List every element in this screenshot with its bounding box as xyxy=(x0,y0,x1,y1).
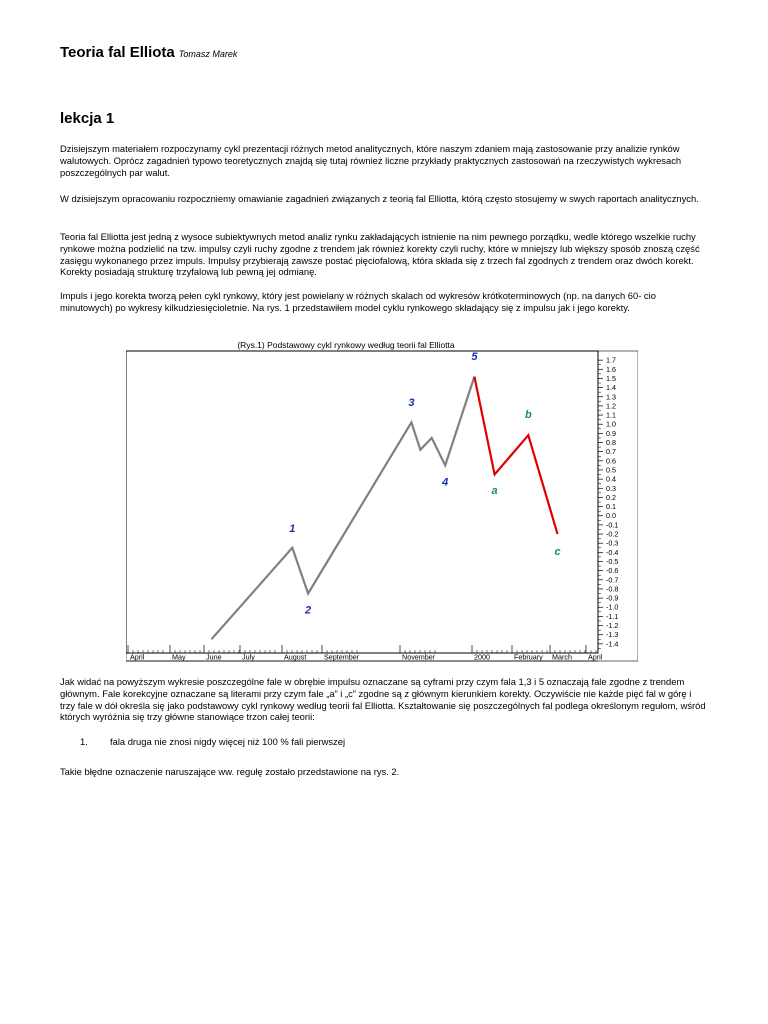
paragraph-theory: Teoria fal Elliotta jest jedną z wysoce subiektywnych metod analiz rynku zakładających istnienie na nim pewnego porządku, wedle którego wszelkie ruchy rynkowe można podzielić na tzw. impulsy czyli ruchy zgodne z trendem jak również korekty czyli ruchy, które w mniejszy lub większy sposób znoszą część zasięgu wykonanego przez impuls. Impulsy przybierają zawsze postać pięciofalową, która składa się z trzech fal zgodnych z trendem oraz dwóch korekt. Korekty posiadają strukturę trzyfalową lub pewną jej odmianę. xyxy=(60,231,700,278)
y-tick-label: -1.2 xyxy=(606,621,619,631)
y-tick-label: -0.4 xyxy=(606,547,619,557)
y-tick-label: -0.8 xyxy=(606,584,619,594)
y-tick-label: 0.3 xyxy=(606,483,616,493)
elliott-chart xyxy=(126,338,638,662)
list-item-text: fala druga nie znosi nigdy więcej niż 100 % fali pierwszej xyxy=(110,736,346,747)
y-tick-label: 0.6 xyxy=(606,456,616,466)
y-tick-label: 0.8 xyxy=(606,438,616,448)
x-tick-label: June xyxy=(206,652,222,662)
x-tick-label: May xyxy=(172,652,186,662)
y-tick-label: 1.5 xyxy=(606,373,616,383)
paragraph-closing: Takie błędne oznaczenie naruszające ww. regułę zostało przedstawione na rys. 2. xyxy=(60,766,400,777)
y-tick-label: -0.1 xyxy=(606,520,619,530)
paragraph-cycle: Impuls i jego korekta tworzą pełen cykl rynkowy, który jest powielany w różnych skalach od wykresów krótkoterminowych (np. na danych 60- cio minutowych) po wykresy kilkudziesięcioletnie. Na rys. 1 przedstawiłem model cyklu rynkowego składający się z impulsu jak i jego korekty. xyxy=(60,290,656,313)
title-text: Teoria fal Elliota xyxy=(60,44,175,61)
y-tick-label: 0.0 xyxy=(606,511,616,521)
y-tick-label: -1.4 xyxy=(606,639,619,649)
y-tick-label: 0.7 xyxy=(606,447,616,457)
wave-label-c: c xyxy=(554,546,561,559)
wave-label-b: b xyxy=(524,408,532,421)
chart-title: (Rys.1) Podstawowy cykl rynkowy według teorii fal Elliotta xyxy=(237,340,455,350)
list-item-number: 1. xyxy=(80,736,88,747)
chart-svg xyxy=(126,338,638,662)
y-tick-label: -0.3 xyxy=(606,538,619,548)
x-tick-label: February xyxy=(514,652,543,662)
y-tick-label: 0.1 xyxy=(606,502,616,512)
y-tick-label: 0.4 xyxy=(606,474,616,484)
y-tick-label: 1.1 xyxy=(606,410,616,420)
wave-label-2: 2 xyxy=(304,604,312,617)
y-tick-label: 1.3 xyxy=(606,392,616,402)
y-tick-label: -1.0 xyxy=(606,602,619,612)
y-tick-label: -1.1 xyxy=(606,611,619,621)
x-tick-label: 2000 xyxy=(474,652,490,662)
x-tick-label: August xyxy=(284,652,307,662)
wave-label-3: 3 xyxy=(408,396,415,409)
x-tick-label: March xyxy=(552,652,572,662)
x-tick-label: September xyxy=(324,652,360,662)
y-tick-label: -0.9 xyxy=(606,593,619,603)
wave-label-4: 4 xyxy=(442,476,449,489)
list-item xyxy=(80,736,345,747)
y-tick-label: -0.5 xyxy=(606,556,619,566)
plot-area xyxy=(126,351,598,653)
y-tick-label: 1.7 xyxy=(606,355,616,365)
y-tick-label: 0.2 xyxy=(606,492,616,502)
author-name: Tomasz Marek xyxy=(178,49,238,59)
y-tick-label: 0.5 xyxy=(606,465,616,475)
rules-list xyxy=(80,736,345,747)
x-tick-label: April xyxy=(130,652,145,662)
lesson-heading: lekcja 1 xyxy=(60,110,115,127)
y-tick-label: 1.2 xyxy=(606,401,616,411)
x-tick-label: November xyxy=(402,652,436,662)
wave-label-5: 5 xyxy=(471,351,478,364)
document-title xyxy=(60,44,237,62)
x-tick-label: July xyxy=(242,652,255,662)
paragraph-explanation: Jak widać na powyższym wykresie poszczególne fale w obrębie impulsu oznaczane są cyframi przy czym fala 1,3 i 5 oznaczają fale zgodne z trendem głównym. Fale korekcyjne oznaczane są literami przy czym fale „a” i „c” zgodne są z głównym kierunkiem korekty. Oczywiście nie każde pięć fal w górę i trzy fale w dół określa się jako podstawowy cykl rynkowy według teorii fal Elliotta. Kształtowanie się poszczególnych fal podlega określonym regułom, wśród których wyróżnia się trzy główne stanowiące trzon całej teorii: xyxy=(60,676,706,723)
wave-label-1: 1 xyxy=(289,523,296,536)
y-axis xyxy=(598,356,618,649)
y-tick-label: 1.6 xyxy=(606,364,616,374)
y-tick-label: -0.7 xyxy=(606,575,619,585)
y-tick-label: 0.9 xyxy=(606,428,616,438)
y-tick-label: -0.2 xyxy=(606,529,619,539)
wave-label-a: a xyxy=(491,484,498,497)
y-tick-label: 1.0 xyxy=(606,419,616,429)
paragraph-topic: W dzisiejszym opracowaniu rozpoczniemy omawianie zagadnień związanych z teorią fal Elliotta, którą często stosujemy w swych raportach analitycznych. xyxy=(60,193,699,204)
y-tick-label: 1.4 xyxy=(606,383,616,393)
x-tick-label: April xyxy=(588,652,603,662)
y-tick-label: -0.6 xyxy=(606,566,619,576)
y-tick-label: -1.3 xyxy=(606,630,619,640)
paragraph-intro: Dzisiejszym materiałem rozpoczynamy cykl prezentacji różnych metod analitycznych, które naszym zdaniem mają zastosowanie przy analizie rynków walutowych. Oprócz zagadnień typowo teoretycznych znajdą się tutaj również liczne przykłady praktycznych zastosowań na rzeczywistych wykresach poszczególnych par walut. xyxy=(60,143,682,178)
